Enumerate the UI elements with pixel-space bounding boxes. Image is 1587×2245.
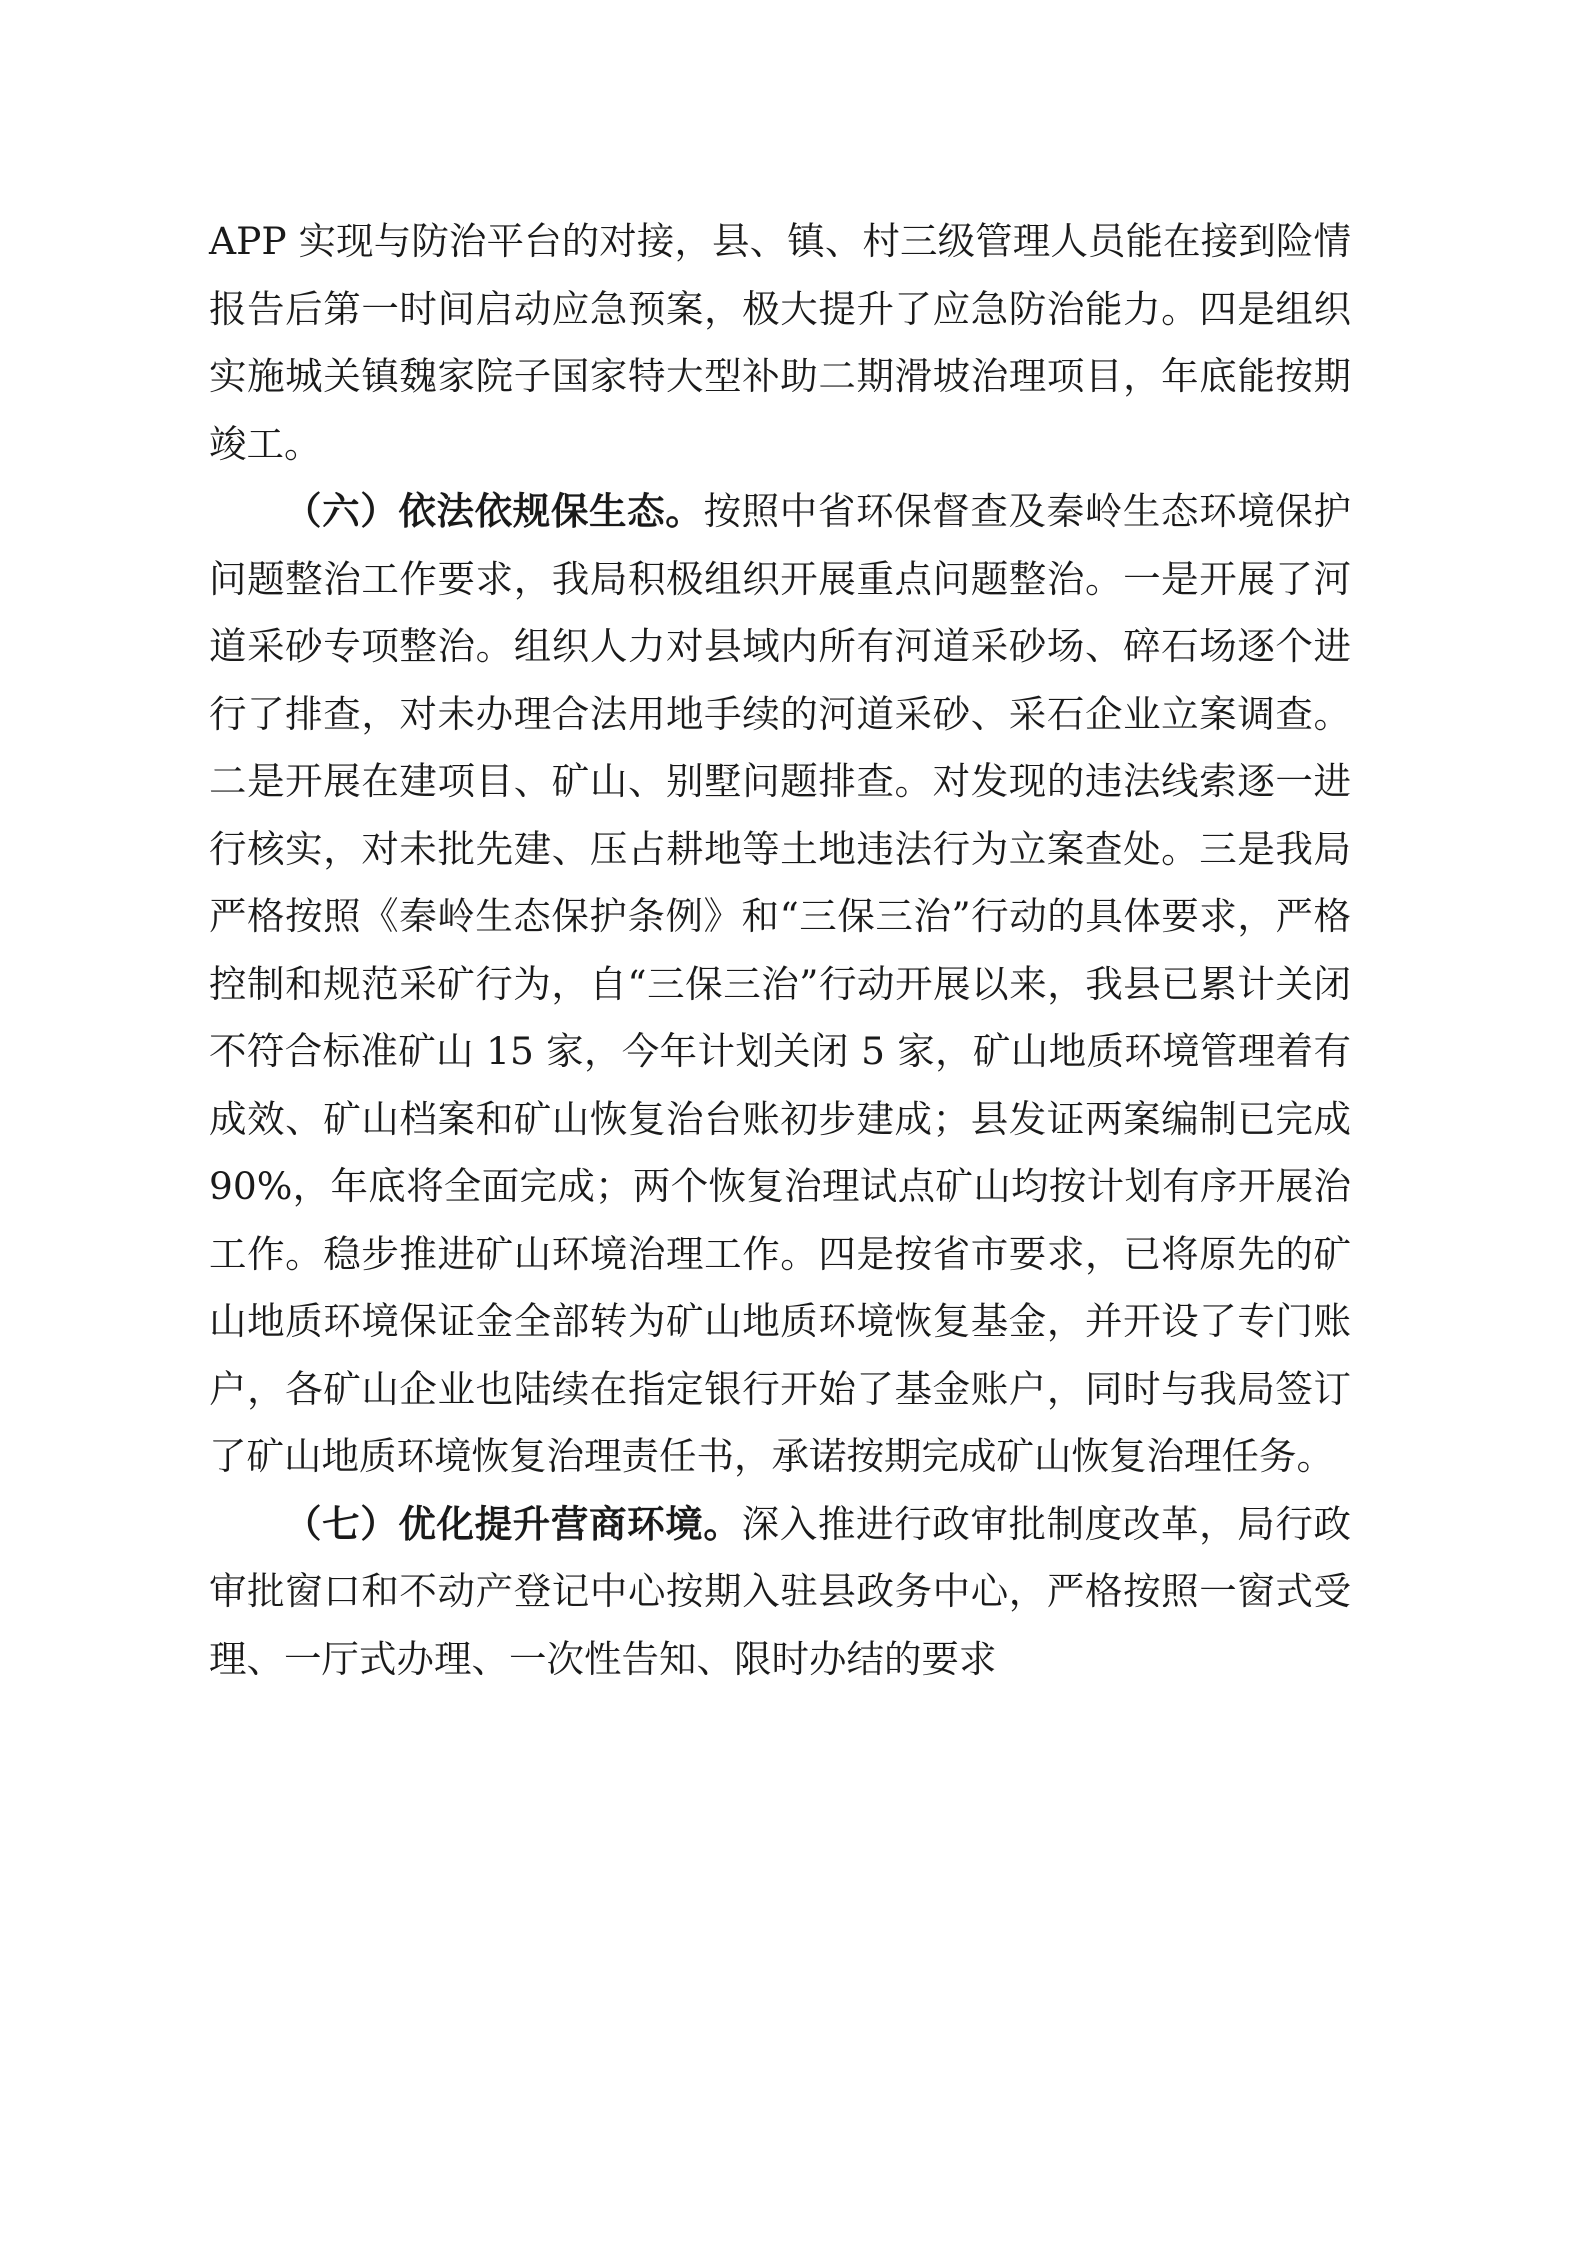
paragraph-text: APP 实现与防治平台的对接，县、镇、村三级管理人员能在接到险情报告后第一时间启动应急预案，极大提升了应急防治能力。四是组织实施城关镇魏家院子国家特大型补助二期滑坡治理项目，年底能按期竣工。 (209, 219, 1351, 466)
paragraph-text: 按照中省环保督查及秦岭生态环境保护问题整治工作要求，我局积极组织开展重点问题整治。一是开展了河道采砂专项整治。组织人力对县域内所有河道采砂场、碎石场逐个进行了排查，对未办理合法用地手续的河道采砂、采石企业立案调查。二是开展在建项目、矿山、别墅问题排查。对发现的违法线索逐一进行核实，对未批先建、压占耕地等土地违法行为立案查处。三是我局严格按照《秦岭生态保护条例》和“三保三治”行动的具体要求，严格控制和规范采矿行为，自“三保三治”行动开展以来，我县已累计关闭不符合标准矿山 15 家，今年计划关闭 5 家，矿山地质环境管理着有成效、矿山档案和矿山恢复治台账初步建成；县发证两案编制已完成 90%，年底将全面完成；两个恢复治理试点矿山均按计划有序开展治工作。稳步推进矿山环境治理工作。四是按省市要求，已将原先的矿山地质环境保证金全部转为矿山地质环境恢复基金，并开设了专门账户，各矿山企业也陆续在指定银行开始了基金账户，同时与我局签订了矿山地质环境恢复治理责任书，承诺按期完成矿山恢复治理任务。 (209, 489, 1352, 1478)
section-heading: （七）优化提升营商环境。 (284, 1501, 742, 1546)
document-body (209, 208, 1351, 1693)
paragraph-section-7 (209, 1491, 1351, 1694)
section-heading: （六）依法依规保生态。 (284, 489, 704, 533)
paragraph-section-6 (209, 478, 1351, 1491)
paragraph-continuation (209, 208, 1351, 478)
paragraph-text: 深入推进行政审批制度改革，局行政审批窗口和不动产登记中心按期入驻县政务中心，严格按照一窗式受理、一厅式办理、一次性告知、限时办结的要求 (209, 1501, 1352, 1681)
